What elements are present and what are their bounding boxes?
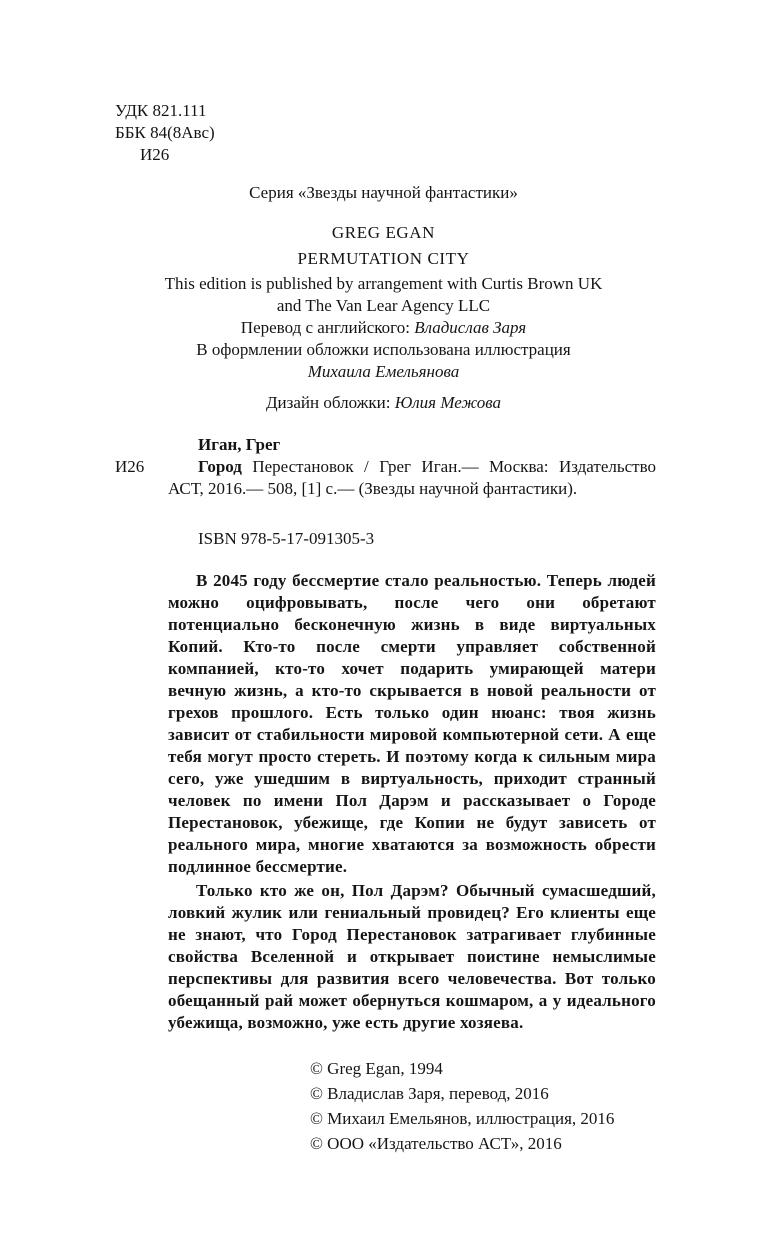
bib-entry-rest: Перестановок / Грег Иган.— Москва: Издательство АСТ, 2016.— 508, [1] с.— (Звезды научной фантастики). (168, 457, 656, 498)
copyright-line-2: © Владислав Заря, перевод, 2016 (310, 1084, 549, 1103)
main-text-block (115, 434, 656, 1156)
cover-design-label: Дизайн обложки: (265, 393, 395, 412)
translator-name: Владислав Заря (414, 318, 527, 337)
translator-label: Перевод с английского: (240, 318, 415, 337)
bbk-line: ББК 84(8Авс) (115, 123, 215, 142)
annotation-paragraph-2: Только кто же он, Пол Дарэм? Обычный сумасшедший, ловкий жулик или гениальный провидец? Его клиенты еще не знают, что Город Перестановок затрагивает глубинные свойства Вселенной и открывает поистине немыслимые перспективы для развития всего человечества. Вот только обещанный рай может обернуться кошмаром, а у идеального убежища, возможно, уже есть другие хозяева. (168, 881, 656, 1032)
annotation-block (168, 570, 656, 1034)
author-name-en: GREG EGAN (331, 223, 436, 242)
udk-line: УДК 821.111 (115, 101, 207, 120)
author-sign-line: И26 (140, 145, 170, 164)
udc-block (115, 100, 767, 166)
annotation-paragraph-1: В 2045 году бессмертие стало реальностью. Теперь людей можно оцифровывать, после чего они обретают потенциально бесконечную жизнь в виде виртуальных Копий. Кто-то после смерти управляет собственной компанией, кто-то хочет подарить умирающей матери вечную жизнь, а кто-то скрывается в новой реальности от грехов прошлого. Есть только один нюанс: твоя жизнь зависит от стабильности мировой компьютерной сети. А еще тебя могут просто стереть. И поэтому когда к сильным мира сего, уже ушедшим в виртуальность, приходит странный человек по имени Пол Дарэм и рассказывает о Городе Перестановок, убежище, где Копии не будут зависеть от реального мира, многие хватаются за возможность обрести подлинное бессмертие. (168, 571, 656, 876)
edition-note-line-1: This edition is published by arrangement with Curtis Brown UK (164, 274, 603, 293)
bib-entry (168, 456, 656, 500)
cover-design-name: Юлия Межова (394, 393, 502, 412)
bib-index: И26 (115, 457, 145, 476)
isbn-line: ISBN 978-5-17-091305-3 (198, 529, 375, 548)
copyright-line-4: © ООО «Издательство АСТ», 2016 (310, 1134, 562, 1153)
cover-illustration-line: В оформлении обложки использована иллюстрация (196, 340, 571, 359)
series-line: Серия «Звезды научной фантастики» (249, 183, 518, 202)
bib-title-bold: Город (198, 457, 242, 476)
bib-author: Иган, Грег (198, 435, 281, 454)
copyright-line-3: © Михаил Емельянов, иллюстрация, 2016 (310, 1109, 615, 1128)
copyright-block (310, 1056, 656, 1156)
book-title-en: PERMUTATION CITY (297, 249, 470, 268)
copyright-line-1: © Greg Egan, 1994 (310, 1059, 443, 1078)
edition-note-line-2: and The Van Lear Agency LLC (276, 296, 491, 315)
cover-illustration-name: Михаила Емельянова (307, 362, 460, 381)
bibliographic-record (115, 434, 656, 500)
translator-line (0, 317, 767, 339)
cover-design-line (0, 392, 767, 414)
